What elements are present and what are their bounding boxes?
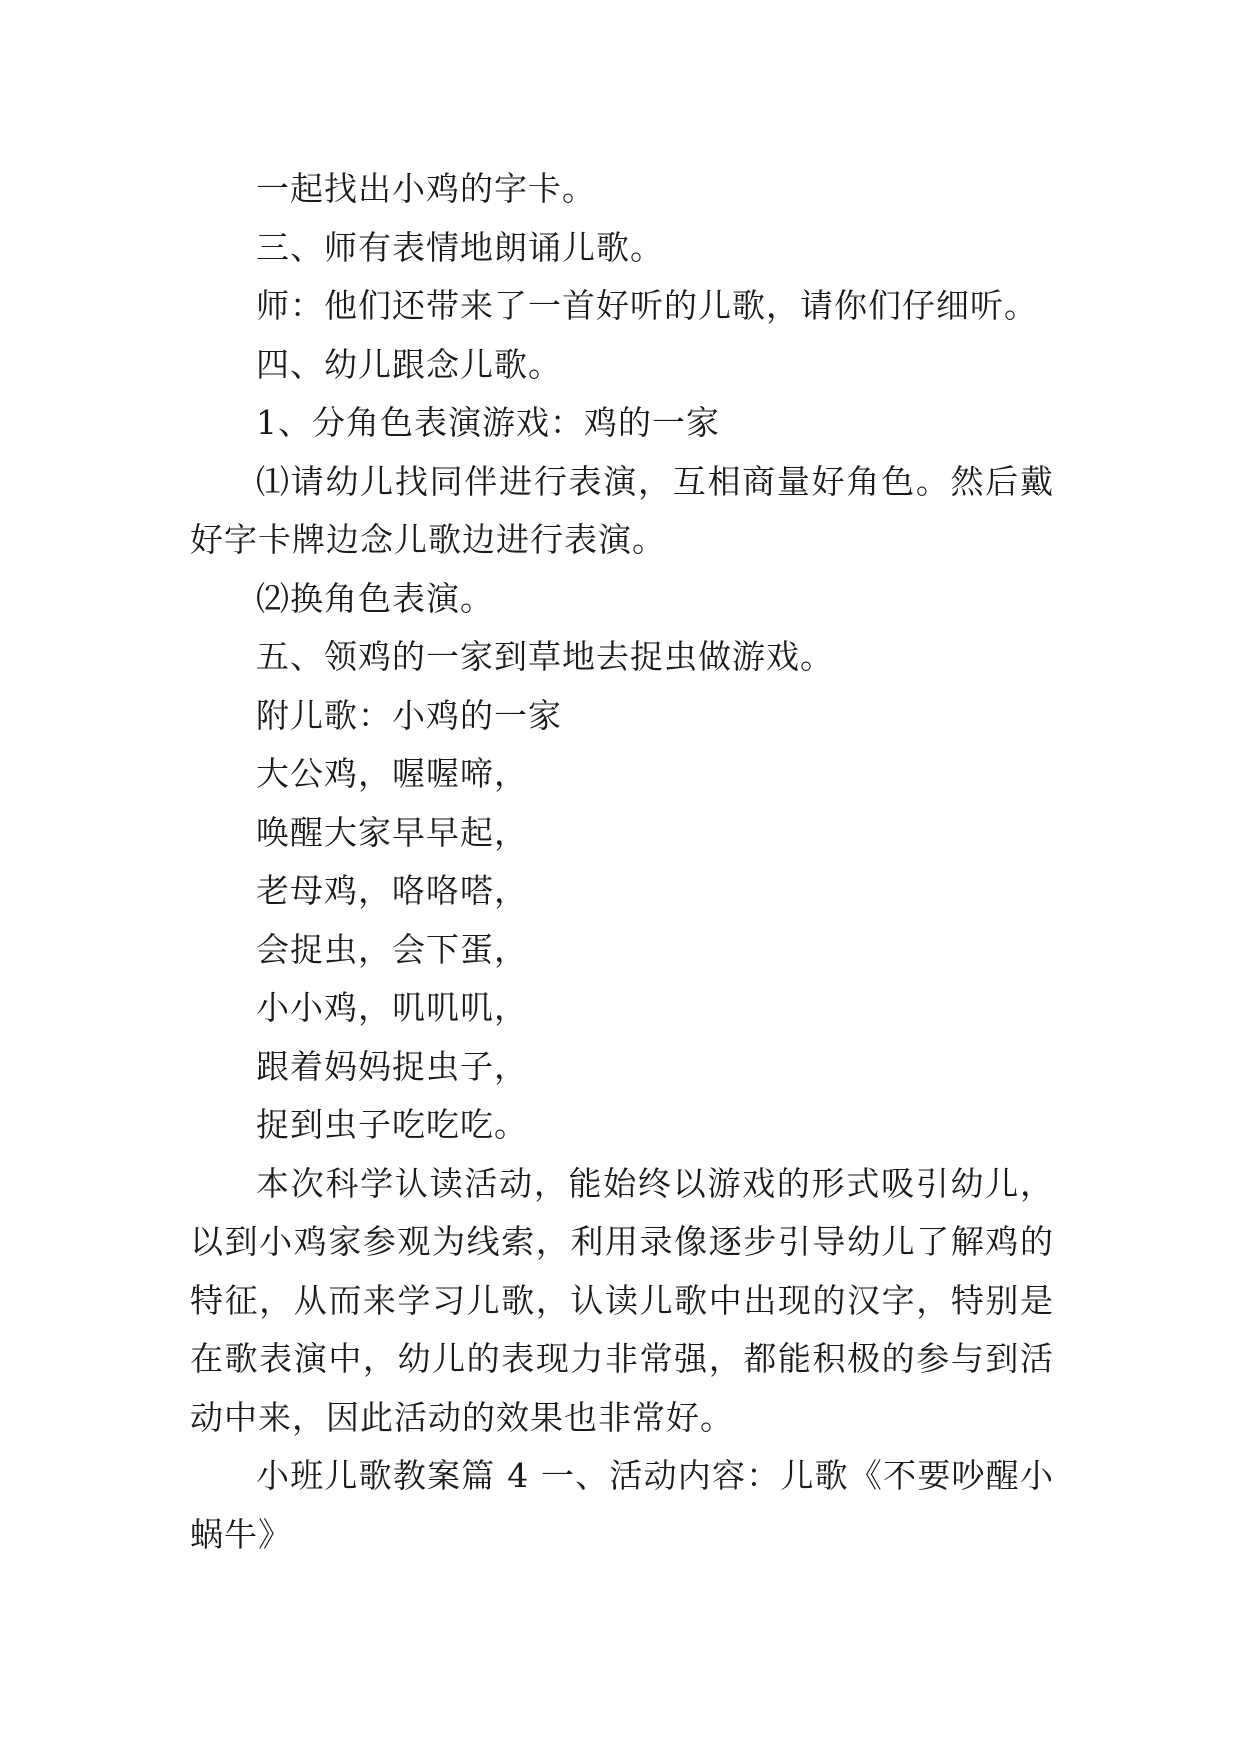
poem-line: 唤醒大家早早起， [256, 812, 528, 852]
section-heading: 三、师有表情地朗诵儿歌。 [256, 227, 664, 267]
paragraph: 师：他们还带来了一首好听的儿歌，请你们仔细听。 [256, 286, 1038, 325]
section-heading: 五、领鸡的一家到草地去捉虫做游戏。 [256, 637, 834, 676]
poem-line: 大公鸡，喔喔啼， [256, 754, 528, 793]
paragraph: 1、分角色表演游戏：鸡的一家 [256, 403, 720, 442]
poem-line: 老母鸡，咯咯嗒， [256, 871, 528, 910]
poem-line: 会捉虫，会下蛋， [256, 929, 528, 969]
section-heading: 四、幼儿跟念儿歌。 [256, 344, 562, 384]
poem-title: 附儿歌：小鸡的一家 [256, 695, 562, 735]
paragraph: ⑵换角色表演。 [256, 578, 494, 618]
paragraph: ⑴请幼儿找同伴进行表演，互相商量好角色。然后戴好字卡牌边念儿歌边进行表演。 [190, 461, 1054, 559]
next-section-heading: 小班儿歌教案篇 4 一、活动内容：儿歌《不要吵醒小蜗牛》 [190, 1456, 1054, 1554]
poem-line: 小小鸡，叽叽叽， [256, 988, 528, 1027]
paragraph: 一起找出小鸡的字卡。 [256, 169, 596, 208]
document-body [190, 160, 1054, 1564]
reflection-paragraph: 本次科学认读活动，能始终以游戏的形式吸引幼儿，以到小鸡家参观为线索，利用录像逐步引导幼儿了解鸡的特征，从而来学习儿歌，认读儿歌中出现的汉字，特别是在歌表演中，幼儿的表现力非常强，都能积极的参与到活动中来，因此活动的效果也非常好。 [190, 1163, 1054, 1437]
poem-line: 跟着妈妈捉虫子， [256, 1046, 528, 1086]
poem-line: 捉到虫子吃吃吃。 [256, 1105, 528, 1144]
